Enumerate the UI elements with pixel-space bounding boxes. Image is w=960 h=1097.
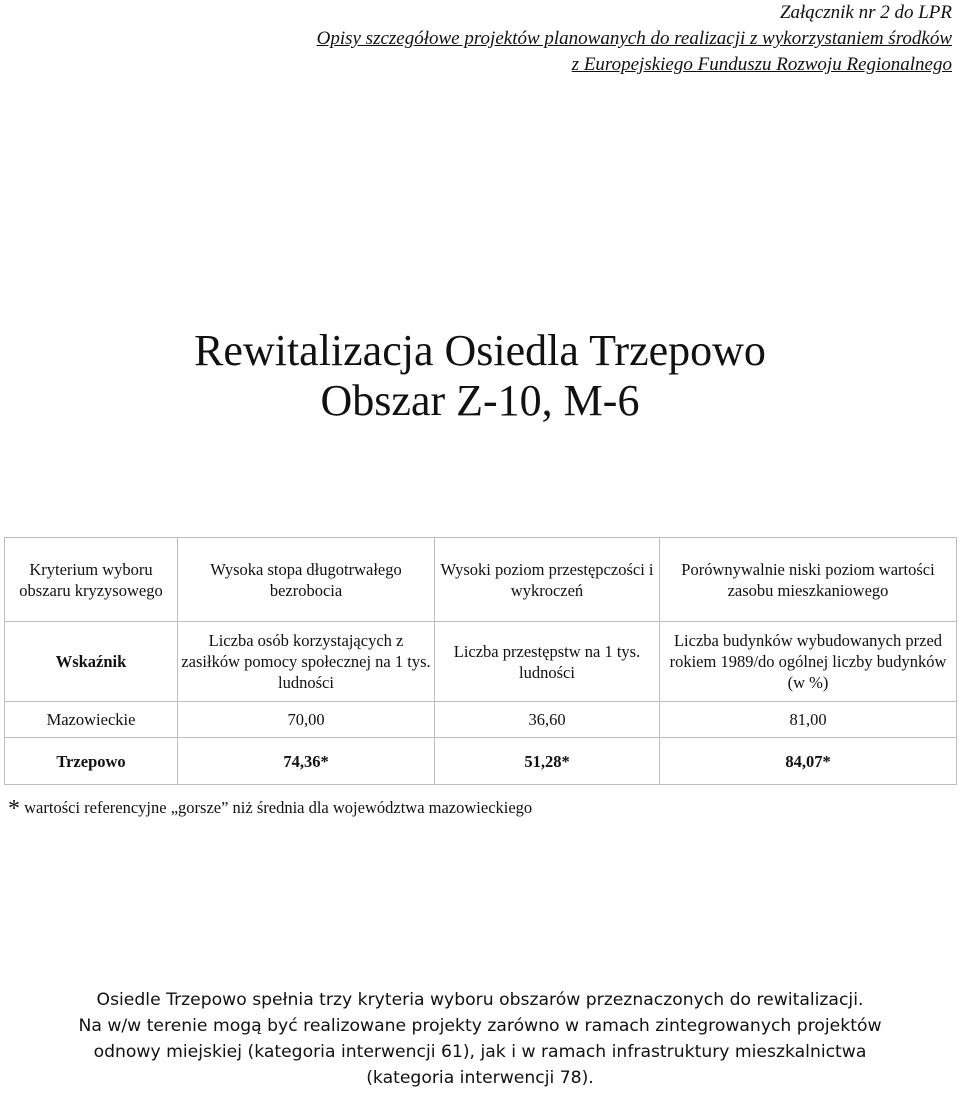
attachment-fund: z Europejskiego Funduszu Rozwoju Regionalnego [571, 54, 952, 75]
title-line-1: Rewitalizacja Osiedla Trzepowo [194, 326, 766, 375]
indicator-housing: Liczba budynków wybudowanych przed rokiem 1989/do ogólnej liczby budynków (w %) [660, 622, 957, 702]
criteria-label: Kryterium wyboru obszaru kryzysowego [5, 538, 178, 622]
footnote [8, 796, 532, 821]
attachment-description: Opisy szczegółowe projektów planowanych do realizacji z wykorzystaniem środków [316, 28, 952, 49]
criteria-crime: Wysoki poziom przestępczości i wykroczeń [435, 538, 660, 622]
summary-line-1: Osiedle Trzepowo spełnia trzy kryteria wyboru obszarów przeznaczonych do rewitalizacji. [96, 990, 864, 1010]
area-crime: 51,28* [435, 738, 660, 785]
indicator-label: Wskaźnik [5, 622, 178, 702]
table-row [5, 538, 957, 622]
table-row [5, 622, 957, 702]
region-housing: 81,00 [660, 702, 957, 738]
page-title [0, 326, 960, 426]
footnote-marker: * [8, 796, 20, 822]
title-line-2: Obszar Z-10, M-6 [320, 376, 640, 425]
criteria-table [4, 537, 957, 785]
criteria-housing: Porównywalnie niski poziom wartości zasobu mieszkaniowego [660, 538, 957, 622]
area-label: Trzepowo [5, 738, 178, 785]
summary-line-3: odnowy miejskiej (kategoria interwencji 61), jak i w ramach infrastruktury mieszkalnictwa [93, 1042, 867, 1062]
criteria-unemployment: Wysoka stopa długotrwałego bezrobocia [178, 538, 435, 622]
table-row [5, 702, 957, 738]
summary-line-2: Na w/w terenie mogą być realizowane projekty zarówno w ramach zintegrowanych projektów [78, 1016, 882, 1036]
footnote-text: wartości referencyjne „gorsze” niż średnia dla województwa mazowieckiego [24, 798, 533, 817]
area-housing: 84,07* [660, 738, 957, 785]
summary-paragraph [0, 987, 960, 1091]
attachment-header [317, 0, 952, 78]
summary-line-4: (kategoria interwencji 78). [366, 1068, 594, 1088]
indicator-unemployment: Liczba osób korzystających z zasiłków pomocy społecznej na 1 tys. ludności [178, 622, 435, 702]
region-label: Mazowieckie [5, 702, 178, 738]
region-crime: 36,60 [435, 702, 660, 738]
attachment-number: Załącznik nr 2 do LPR [779, 2, 952, 23]
indicator-crime: Liczba przestępstw na 1 tys. ludności [435, 622, 660, 702]
region-unemployment: 70,00 [178, 702, 435, 738]
area-unemployment: 74,36* [178, 738, 435, 785]
table-row [5, 738, 957, 785]
